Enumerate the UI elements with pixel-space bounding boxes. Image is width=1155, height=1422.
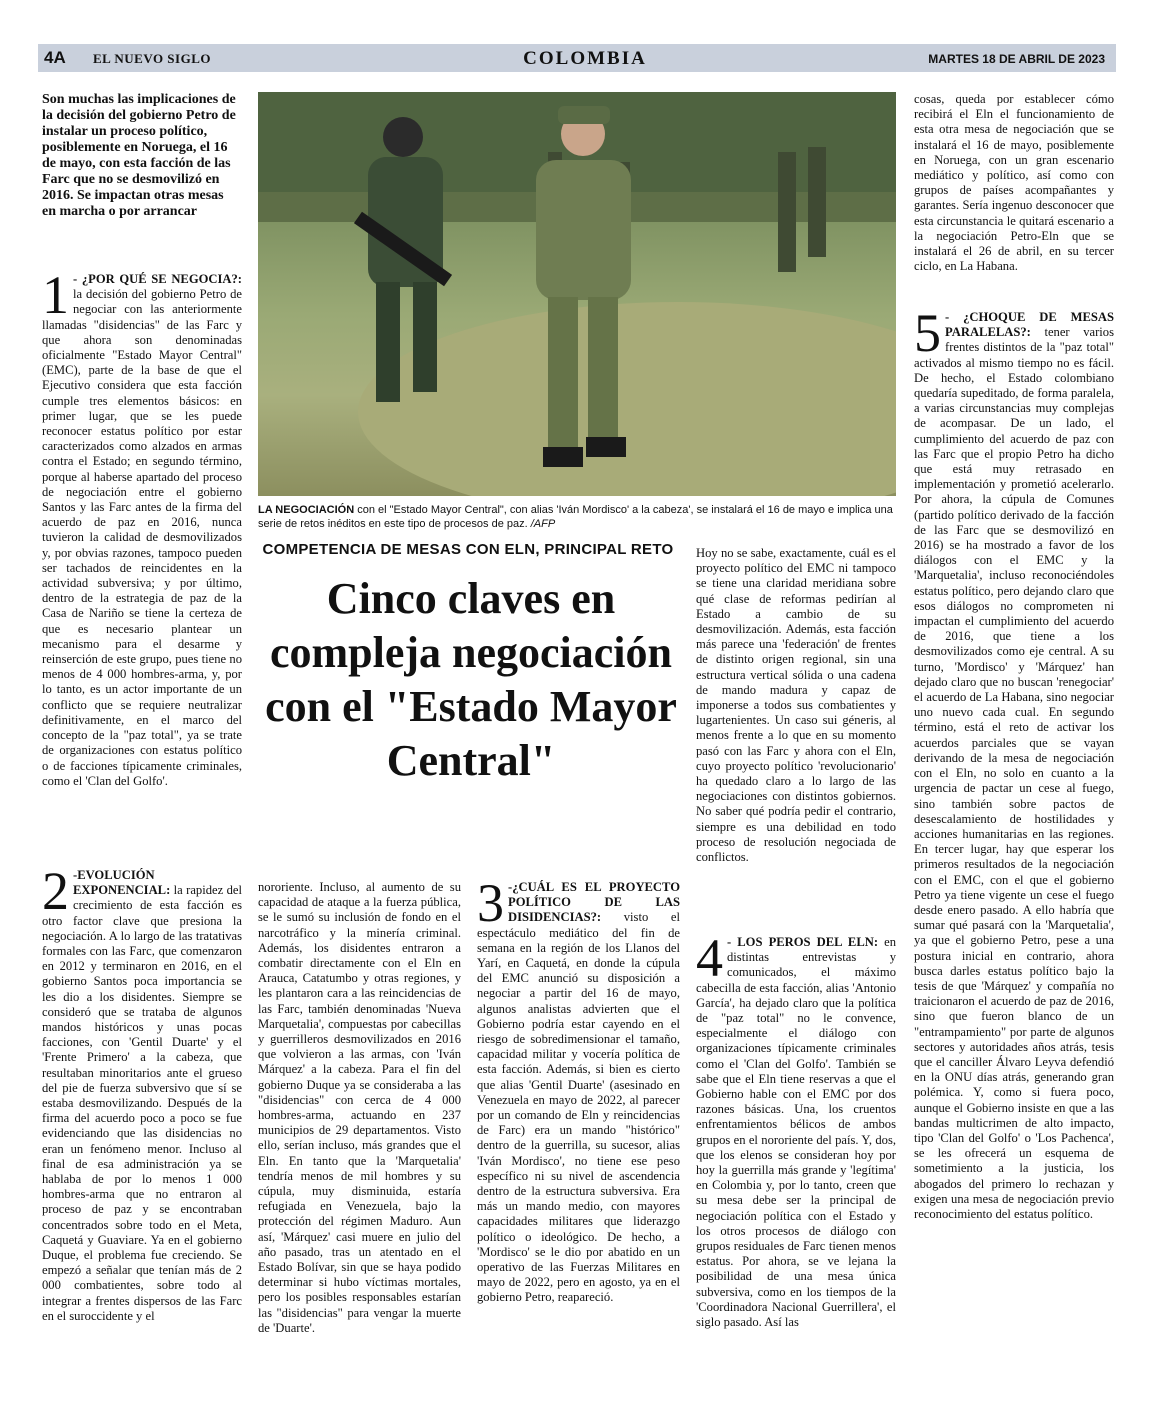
- section-body: cosas, queda por establecer cómo recibirá el Eln el funcionamiento de esta otra mesa de negociación que se instalará el 16 de mayo, posiblemente en Noruega, con un gran escenario mediático y político, así como con grupos de países acompañantes y garantes. Sería ingenuo desconocer que esta circunstancia le quitará escenario a la negociación Petro-Eln que se instalará el 26 de abril, en su tercer ciclo, en La Habana.: [914, 92, 1114, 274]
- section-heading: -¿CUÁL ES EL PROYECTO POLÍTICO DE LAS DISIDENCIAS?:: [508, 880, 680, 925]
- article-photo: [258, 92, 896, 496]
- section-heading: - LOS PEROS DEL ELN:: [727, 935, 879, 949]
- section-2-continued: [258, 880, 461, 1336]
- article-lead: Son muchas las implicaciones de la decisión del gobierno Petro de instalar un proceso político, posiblemente en Noruega, el 16 de mayo, con esta facción de las Farc que no se desmovilizó en 2016. Se impactan otras mesas en marcha o por arrancar: [42, 92, 236, 219]
- caption-text: con el "Estado Mayor Central", con alias 'Iván Mordisco' a la cabeza', se instalará el 16 de mayo e implica una serie de retos inéditos en este tipo de procesos de paz.: [258, 504, 893, 530]
- section-number: 2: [42, 861, 69, 921]
- photo-caption: [258, 503, 896, 531]
- caption-head: LA NEGOCIACIÓN: [258, 504, 355, 516]
- section-3-continued: [696, 546, 896, 865]
- section-body: la rapidez del crecimiento de esta facción es otro factor clave que presiona la negociación. A lo largo de las tratativas formales con las Farc, que comenzaron en 2012 y terminaron en 2016, en el gobierno Santos poca importancia se les dio a los disidentes. Siempre se consideró que se trataba de algunos mandos históricos y unas pocas facciones, con 'Gentil Duarte' y el 'Frente Primero' a la cabeza, que resultaban minoritarios ante el grueso del pie de fuerza subversivo que sí se estaba desmovilizando. Después de la firma del acuerdo poco a poco se fue evidenciando que las disidencias no eran un fenómeno menor. Incluso al final de esa administración ya se hablaba de por lo menos 1 000 hombres-arma que no entraron al proceso de paz y se encontraban concentrados sobre todo en el Meta, Caquetá y Guaviare. Ya en el gobierno Duque, el problema fue creciendo. Se empezó a señalar que tenían más de 2 000 combatientes, sobre todo al integrar a frentes dispersos de las Farc en el suroccidente y el: [42, 883, 242, 1323]
- section-body: la decisión del gobierno Petro de negociar con las anteriormente llamadas "disidencias" de las Farc y que ahora son denominadas oficialmente "Estado Mayor Central" (EMC), parte de la base de que el Ejecutivo considera que esta facción cumple tres elementos básicos: en primer lugar, que se les puede reconocer estatus político por estar caracterizados como alzados en armas contra el Estado; en segundo término, porque al haberse apartado del proceso de negociación entre el gobierno Santos y las Farc antes de la firma del acuerdo de paz en 2016, nunca tuvieron la calidad de desmovilizados y, por obvias razones, tampoco pueden ser tachados de reincidentes en la actividad subversiva; y por último, dentro de la estrategia de paz de la Casa de Nariño se tiene la certeza de que es necesario plantear un mecanismo para el desarme y reinserción de este grupo, pues tiene no menos de 4 000 hombres-arma, y, por lo tanto, es un actor importante de un conflicto que se requiere neutralizar definitivamente, en el marco del concepto de la "paz total", ya se trate de organizaciones con estatus político o de facciones típicamente criminales, como el 'Clan del Golfo'.: [42, 287, 242, 788]
- section-body: en distintas entrevistas y comunicados, el máximo cabecilla de esta facción, alias 'Antonio García', ha dejado claro que la política de "paz total" no le convence, especialmente el diálogo con organizaciones típicamente criminales como el 'Clan del Golfo'. También se sabe que el Eln tiene reservas a que el Gobierno hable con el EMC por dos razones básicas. Una, los cruentos enfrentamientos bélicos de ambos grupos en el nororiente del país. Y, dos, que los elenos se consideran hoy por hoy la guerrilla más grande y 'legítima' en Colombia y, por lo tanto, creen que su mesa debe ser la principal de negociación política con el Estado y los otros procesos de diálogo con grupos residuales de Farc tienen menos estatus. Por ahora, se ve lejana la posibilidad de una mesa única subversiva, como en los tiempos de la 'Coordinadora Nacional Guerrillera', el siglo pasado. Así las: [696, 935, 896, 1330]
- section-2: [42, 861, 242, 1324]
- section-number: 5: [914, 303, 941, 363]
- section-number: 1: [42, 265, 69, 325]
- section-3: [477, 873, 680, 1306]
- article-kicker: COMPETENCIA DE MESAS CON ELN, PRINCIPAL RETO: [262, 541, 674, 558]
- section-heading: - ¿POR QUÉ SE NEGOCIA?:: [73, 272, 242, 286]
- photo-credit: /AFP: [527, 518, 556, 530]
- issue-date: MARTES 18 DE ABRIL DE 2023: [928, 52, 1105, 66]
- section-1: [42, 265, 242, 789]
- section-4: [696, 928, 896, 1330]
- section-number: 4: [696, 928, 723, 988]
- section-body: tener varios frentes distintos de la "paz total" activados al mismo tiempo no es fácil. De hecho, el Estado colombiano quedaría supeditado, de forma paralela, a varias circunstancias muy complejas de acompasar. De un lado, el cumplimiento del acuerdo de paz con las Farc que el propio Petro ha dicho que está muy retrasado en implementación y prometió acelerarlo. Por ahora, la cúpula de Comunes (partido político derivado de la facción de las Farc que se desmovilizó en 2016) se ha mostrado a favor de los diálogos con el EMC y la 'Marquetalia', incluso reconociéndoles estatus político, pero dejando claro que esos diálogos no comprometen ni impactan el cumplimiento del acuerdo de 2016, que tiene a los desmovilizados como eje central. A su turno, 'Mordisco' y 'Márquez' han dejado claro que no buscan 'renegociar' el acuerdo de La Habana, sino negociar uno nuevo cada cual. En segundo término, está el reto de activar los acuerdos parciales que se vayan derivando de la mesa de negociación con el Eln, no solo en cuanto a la urgencia de pactar un cese al fuego, sino también sobre pactos de desescalamiento de hostilidades y acciones humanitarias en las regiones. En tercer lugar, hay que esperar los primeros resultados de la negociación con el EMC, con el que el gobierno Petro ya tiene vigente un cese el fuego desde enero pasado. A ello habría que sumar qué pasará con la 'Marquetalia', ya que el gobierno Petro, pese a una postura inicial en contrario, ahora busca darles estatus político bajo la tesis de que 'Márquez' y compañía no traicionaron el acuerdo de paz de 2016, sino que fueron blanco de un "entrampamiento" por parte de algunos sectores y autoridades años atrás, tesis que el canciller Álvaro Leyva defendió en la ONU días atrás, generando gran polémica. Y, como si fuera poco, aunque el Gobierno insiste en que a las bandas multicrimen de alto impacto, tipo 'Clan del Golfo' o 'Los Pachenca', se les ofrecerá un esquema de sometimiento a la justicia, los abogados del primero lo rechazan y exigen una mesa de negociación previo reconocimiento del estatus político.: [914, 325, 1114, 1221]
- section-5: [914, 303, 1114, 1222]
- article-headline: Cinco claves en compleja negociación con el "Estado Mayor Central": [265, 574, 677, 785]
- section-heading: - ¿CHOQUE DE MESAS PARALELAS?:: [945, 310, 1114, 340]
- section-heading: -EVOLUCIÓN EXPONENCIAL:: [73, 868, 171, 898]
- newspaper-name: EL NUEVO SIGLO: [93, 51, 211, 66]
- section-title: COLOMBIA: [523, 48, 647, 69]
- photo-illustration: [258, 92, 896, 496]
- section-body: Hoy no se sabe, exactamente, cuál es el proyecto político del EMC ni tampoco se tiene una claridad meridiana sobre qué clase de reformas pedirían al Estado a cambio de su desmovilización. Además, esta facción más parece una 'federación' de frentes de distinto origen regional, sin una estructura vertical sólida o una cadena de mando madura y capaz de imponerse a todos sus combatientes y lugartenientes. Un caso sui géneris, al menos frente a lo que en su momento pasó con las Farc y ahora con el Eln, cuyo proyecto político 'revolucionario' ha quedado claro a lo largo de las negociaciones con distintos gobiernos. No saber qué podría pedir el contrario, siempre es una debilidad en todo proceso de resolución negociada de conflictos.: [696, 546, 896, 865]
- section-4-continued: [914, 92, 1114, 274]
- section-body: nororiente. Incluso, al aumento de su capacidad de ataque a la fuerza pública, se le sumó su inclusión de fondo en el narcotráfico y la minería criminal. Además, los disidentes entraron a combatir directamente con el Eln en Arauca, Catatumbo y otras regiones, y les plantaron cara a las reincidencias de las Farc, también denominadas 'Nueva Marquetalia', compuestas por cabecillas y guerrilleros desmovilizados en 2016 que volvieron a las armas, con 'Iván Márquez' a la cabeza. Para el fin del gobierno Duque ya se consideraba a las "disidencias" con cerca de 4 000 hombres-arma, actuando en 237 municipios de 29 departamentos. Visto ello, serían incluso, más grandes que el Eln. En tanto que la 'Marquetalia' tendría menos de mil hombres y su cúpula, muy disminuida, estaría refugiada en Venezuela, bajo la protección del régimen Maduro. Aun así, 'Márquez' casi muere en julio del año pasado, tras un atentado en el Estado Bolívar, sin que se haya podido determinar si hubo víctimas mortales, pero los posibles responsables estarían las "disidencias" para vengar la muerte de 'Duarte'.: [258, 880, 461, 1335]
- page-number: 4A: [44, 48, 66, 67]
- section-number: 3: [477, 873, 504, 933]
- section-body: visto el espectáculo mediático del fin de semana en la región de los Llanos del Yarí, en Caquetá, en donde la cúpula del EMC anunció su disposición a negociar a partir del 16 de mayo, algunos analistas advierten que el Gobierno podría estar cayendo en el riesgo de sobredimensionar el tamaño, capacidad militar y vocería política de esta facción. Además, si bien es cierto que alias 'Gentil Duarte' (asesinado en Venezuela en mayo de 2022, al parecer por un comando de Eln y reincidencias de Farc) era un mando "histórico" dentro de la guerrilla, su sucesor, alias 'Iván Mordisco', no tiene ese peso específico ni su nivel de ascendencia dentro de la estructura subversiva. Era más un mando medio, con mayores capacidades militares que liderazgo político o ideológico. De hecho, a 'Mordisco' se le dio por abatido en un operativo de las Fuerzas Militares en mayo de 2022, pero en agosto, ya en el gobierno Petro, reapareció.: [477, 910, 680, 1305]
